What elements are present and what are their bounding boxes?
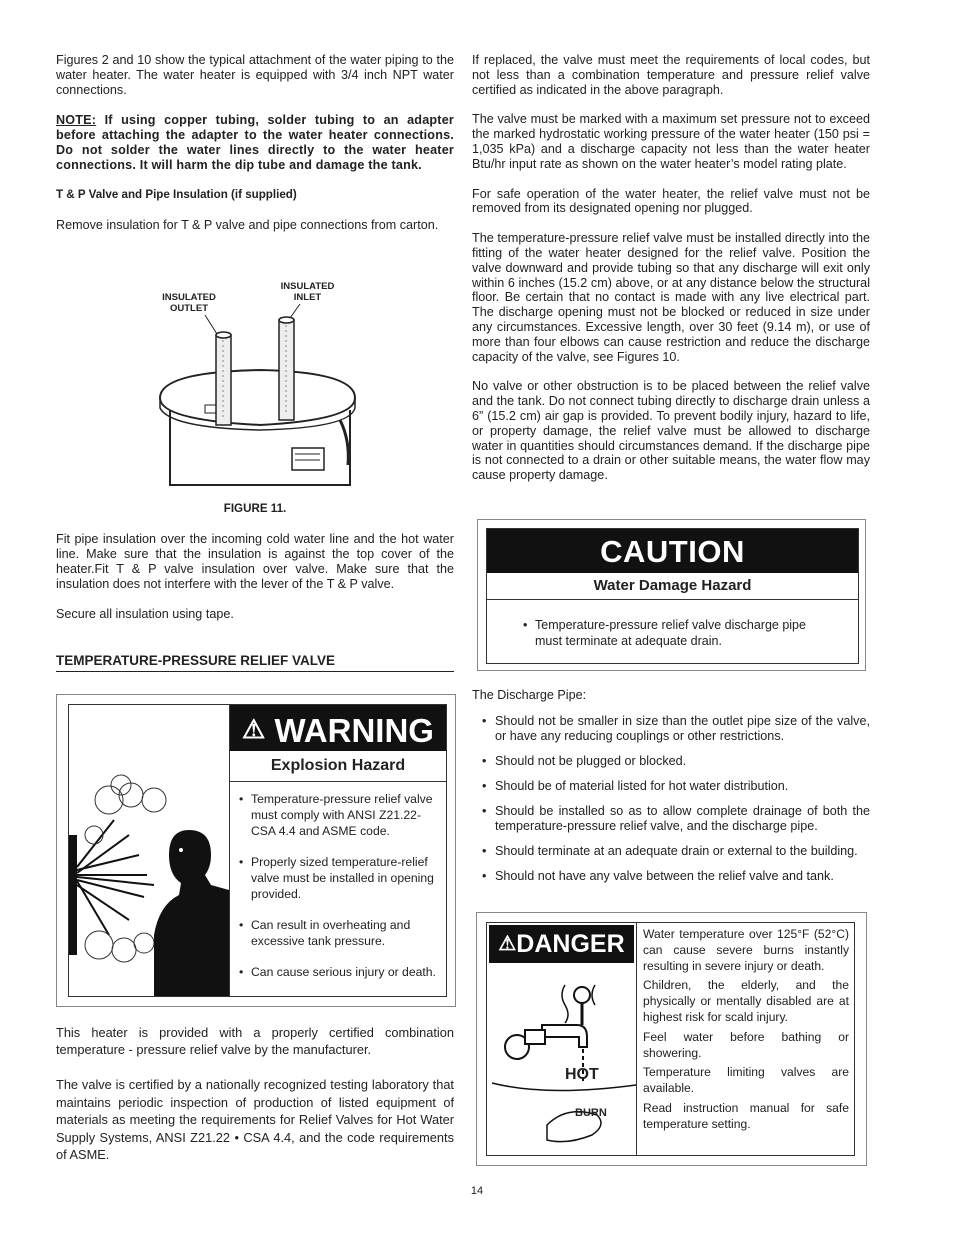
danger-item: Feel water before bathing or showering.: [643, 1029, 849, 1060]
obstruction-paragraph: No valve or other obstruction is to be placed between the relief valve and the tank. Do not connect tubing directly to discharge drain unless a 6” (15.2 cm) air gap is provided. To prevent bodily injury, hazard to life, or property damage, the relief valve must be allowed to discharge water in quantities should circumstances demand. If the discharge pipe is not connected to a drain or other suitable means, the water flow may cause property damage.: [472, 379, 870, 483]
warning-subtitle: Explosion Hazard: [230, 751, 446, 782]
caution-item: • Temperature-pressure relief valve discharge pipe must terminate at adequate drain.: [523, 618, 806, 648]
danger-banner: [489, 925, 634, 963]
insulated-inlet-label: INSULATED INLET: [280, 281, 335, 303]
discharge-pipe-section: [472, 688, 870, 894]
caution-title: CAUTION: [487, 529, 858, 573]
figure-11-caption: FIGURE 11.: [223, 502, 287, 515]
warning-item: • Properly sized temperature-relief valve must be installed in opening provided.: [239, 854, 439, 902]
note-text: If using copper tubing, solder tubing to an adapter before attaching the adapter to the water heater connections. Do not solder the water lines directly to the water heater connections. It will harm the dip tube and damage the tank.: [56, 113, 454, 172]
note-paragraph: [56, 113, 454, 173]
replacement-paragraph: If replaced, the valve must meet the requirements of local codes, but not less than a combination temperature and pressure relief valve certified as indicated in the above paragraph.: [472, 53, 870, 97]
explosion-hazard-icon: [69, 705, 229, 996]
installation-paragraph: The temperature-pressure relief valve must be installed directly into the fitting of the water heater designed for the relief valve. Position the valve downward and provide tubing so that any discharge will exit only within 6 inches (15.2 cm) above, or at any distance below the structural floor. Be certain that no contact is made with any live electrical part. The discharge opening must not be blocked or reduced in size under any circumstances. Excessive length, over 30 feet (9.14 m), or use of more than four elbows can cause restriction and reduce the discharge capacity of the valve, see Figures 10.: [472, 231, 870, 364]
explosion-figure: [69, 705, 230, 996]
note-label: NOTE:: [56, 113, 97, 127]
danger-box: [476, 912, 867, 1166]
warning-title: WARNING: [274, 712, 434, 749]
left-column: [56, 53, 454, 233]
left-column-bottom: [56, 1024, 454, 1164]
water-heater-illustration: [150, 280, 380, 490]
discharge-list: [472, 714, 870, 884]
caution-box: [477, 519, 866, 671]
right-column: [472, 53, 870, 483]
remove-insulation-paragraph: Remove insulation for T & P valve and pipe connections from carton.: [56, 218, 439, 232]
danger-item: Water temperature over 125°F (52°C) can cause severe burns instantly resulting in severe injury or death.: [643, 927, 849, 973]
discharge-item: • Should not be plugged or blocked.: [472, 754, 870, 769]
warning-banner: [230, 705, 446, 751]
danger-item: Children, the elderly, and the physically or mentally disabled are at highest risk for scald injury.: [643, 978, 849, 1024]
left-column-lower: [56, 532, 454, 622]
tp-insulation-heading: T & P Valve and Pipe Insulation (if supplied): [56, 188, 297, 201]
discharge-item: • Should not have any valve between the relief valve and tank.: [472, 869, 870, 884]
burn-label: BURN: [575, 1107, 607, 1119]
piping-intro-paragraph: Figures 2 and 10 show the typical attachment of the water piping to the water heater. The water heater is equipped with 3/4 inch NPT water connections.: [56, 53, 454, 97]
discharge-item: • Should be installed so as to allow complete drainage of both the temperature-pressure relief valve, and the discharge pipe.: [472, 804, 870, 834]
danger-title: DANGER: [516, 930, 625, 958]
warning-item: • Temperature-pressure relief valve must comply with ANSI Z21.22-CSA 4.4 and ASME code.: [239, 791, 439, 839]
provided-valve-paragraph: This heater is provided with a properly certified combination temperature - pressure relief valve by the manufacturer.: [56, 1025, 454, 1057]
discharge-item: • Should be of material listed for hot water distribution.: [472, 779, 870, 794]
danger-triangle-icon: ⚠: [498, 933, 517, 955]
safe-operation-paragraph: For safe operation of the water heater, the relief valve must not be removed from its designated opening nor plugged.: [472, 186, 870, 216]
discharge-intro: The Discharge Pipe:: [472, 688, 587, 702]
scalding-faucet-icon: [487, 965, 636, 1153]
page-number: 14: [470, 1185, 484, 1197]
hot-label: HOT: [565, 1066, 599, 1083]
warning-triangle-icon: ⚠: [242, 714, 266, 744]
warning-item: • Can cause serious injury or death.: [239, 964, 439, 980]
secure-insulation-paragraph: Secure all insulation using tape.: [56, 607, 234, 621]
discharge-item: • Should not be smaller in size than the outlet pipe size of the valve, or have any reducing couplings or other restrictions.: [472, 714, 870, 744]
fit-insulation-paragraph: Fit pipe insulation over the incoming cold water line and the hot water line. Make sure that the insulation is against the top cover of the heater.Fit T & P valve insulation over valve. Make sure that the insulation does not interfere with the lever of the T & P valve.: [56, 532, 454, 591]
danger-figure: [487, 923, 637, 1155]
danger-item: Temperature limiting valves are available.: [643, 1065, 849, 1096]
insulated-outlet-label: INSULATED OUTLET: [162, 292, 216, 314]
pressure-marking-paragraph: The valve must be marked with a maximum set pressure not to exceed the marked hydrostatic working pressure of the water heater (150 psi = 1,035 kPa) and a discharge capacity not less than the water heater Btu/hr input rate as shown on the water heater’s model rating plate.: [472, 112, 870, 171]
danger-text: [643, 927, 849, 1137]
caution-subtitle: Water Damage Hazard: [487, 573, 858, 600]
warning-list: [239, 791, 439, 995]
discharge-item: • Should terminate at an adequate drain or external to the building.: [472, 844, 870, 859]
warning-item: • Can result in overheating and excessive tank pressure.: [239, 917, 439, 949]
figure-11: [150, 280, 380, 490]
certified-valve-paragraph: The valve is certified by a nationally recognized testing laboratory that maintains periodic inspection of production of listed equipment of materials as meeting the requirements for Relief Valves for Hot Water Supply Systems, ANSI Z21.22 • CSA 4.4, and the code requirements of ASME.: [56, 1077, 454, 1162]
warning-box: [56, 694, 456, 1007]
section-heading-tp-valve: TEMPERATURE-PRESSURE RELIEF VALVE: [56, 653, 454, 672]
danger-item: Read instruction manual for safe temperature setting.: [643, 1100, 849, 1131]
